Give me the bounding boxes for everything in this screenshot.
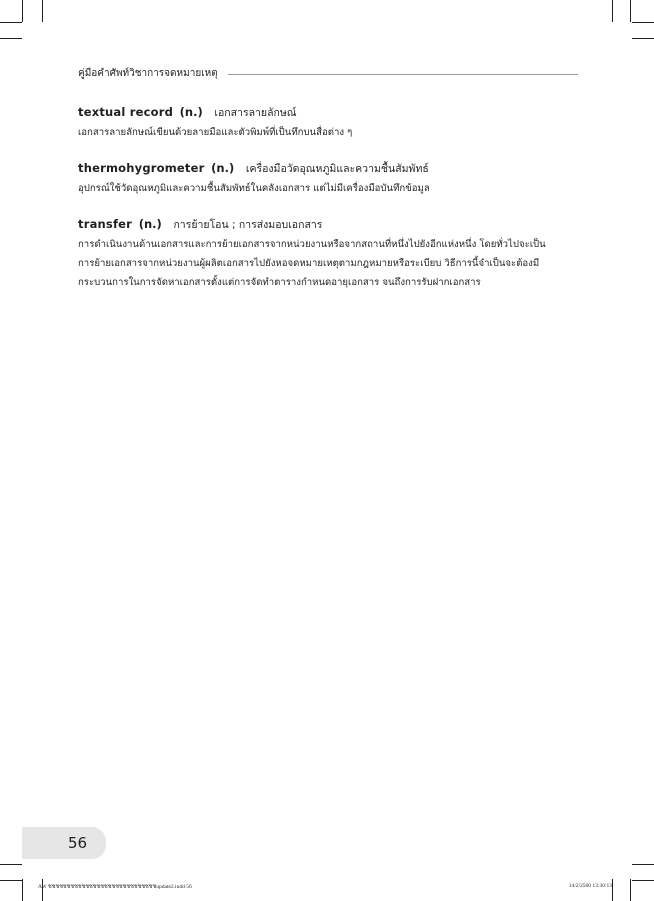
page-number-tab [22, 827, 106, 859]
crop-mark [630, 879, 631, 901]
crop-mark [42, 0, 43, 22]
crop-mark [22, 879, 23, 901]
entry-thai-gloss: การย้ายโอน ; การส่งมอบเอกสาร [173, 219, 323, 231]
definition-line: อุปกรณ์ใช้วัดอุณหภูมิและความชื้นสัมพัทธ์ในคลังเอกสาร แต่ไม่มีเครื่องมือบันทึกข้อมูล [78, 183, 430, 194]
definition-line: กระบวนการในการจัดหาเอกสารตั้งแต่การจัดทำตารางกำหนดอายุเอกสาร จนถึงการรับฝากเอกสาร [78, 277, 481, 288]
crop-mark [0, 22, 22, 23]
entry-thai-gloss: เครื่องมือวัดอุณหภูมิและความชื้นสัมพัทธ์ [245, 163, 429, 175]
entry-term: thermohygrometer [78, 161, 205, 175]
crop-mark [0, 38, 22, 39]
definition-line: การดำเนินงานด้านเอกสารและการย้ายเอกสารจากหน่วยงานหรือจากสถานที่หนึ่งไปยังอีกแห่งหนึ่ง โดยทั่วไปจะเป็น [78, 239, 546, 250]
crop-mark [632, 22, 654, 23]
entry-thai-gloss: เอกสารลายลักษณ์ [214, 107, 297, 119]
header-title: คู่มือคำศัพท์วิชาการจดหมายเหตุ [78, 68, 218, 79]
entry-definition [78, 179, 583, 198]
entry-term: transfer [78, 217, 133, 231]
definition-line: เอกสารลายลักษณ์เขียนด้วยลายมือและตัวพิมพ์ที่เป็นทึกบนสื่อต่าง ๆ [78, 127, 353, 138]
crop-mark [630, 0, 631, 22]
glossary-entry-transfer [78, 216, 583, 292]
crop-mark [632, 880, 654, 881]
entry-definition [78, 123, 583, 142]
crop-mark [22, 0, 23, 22]
crop-mark [632, 38, 654, 39]
entry-part-of-speech: (n.) [138, 217, 162, 231]
page-number: 56 [68, 834, 88, 852]
glossary-entry-textual-record [78, 104, 583, 142]
glossary-content [78, 104, 583, 310]
entry-definition [78, 235, 583, 292]
entry-part-of-speech: (n.) [179, 105, 203, 119]
print-slug-filename: AW ชชชชชชชชชชชชชชชชชชชชชชชชชชชชชupdate2.indd 56 [38, 884, 192, 890]
header-rule [228, 74, 578, 75]
crop-mark [612, 0, 613, 22]
crop-mark [0, 864, 22, 865]
glossary-entry-thermohygrometer [78, 160, 583, 198]
crop-mark [0, 880, 22, 881]
running-header [78, 66, 578, 81]
print-slug-timestamp: 14/2/2560 13:30:13 [568, 883, 612, 889]
entry-heading [78, 216, 583, 233]
entry-heading [78, 160, 583, 177]
entry-part-of-speech: (n.) [211, 161, 235, 175]
crop-mark [612, 879, 613, 901]
entry-term: textual record [78, 105, 173, 119]
definition-line: การย้ายเอกสารจากหน่วยงานผู้ผลิตเอกสารไปยังหอจดหมายเหตุตามกฎหมายหรือระเบียบ วิธีการนี้จำเป็นจะต้องมี [78, 258, 540, 269]
entry-heading [78, 104, 583, 121]
crop-mark [632, 864, 654, 865]
